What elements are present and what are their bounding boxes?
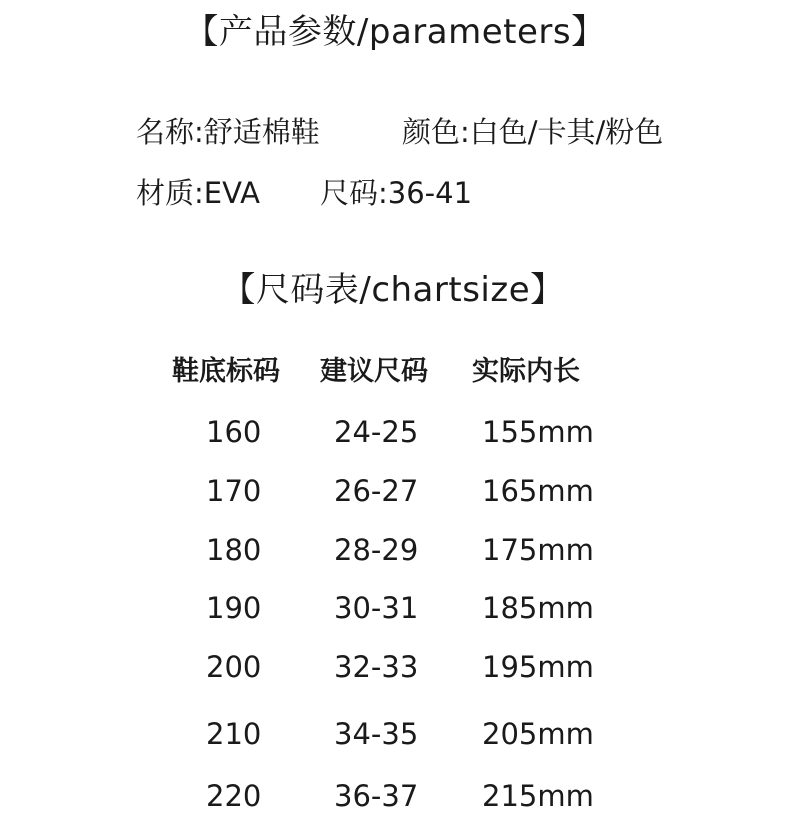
cell-sole-size: 180 xyxy=(206,533,262,567)
cell-sole-size: 160 xyxy=(206,415,262,449)
cell-sole-size: 220 xyxy=(206,779,262,813)
cell-suggested-size: 26-27 xyxy=(334,474,419,508)
cell-inner-length: 215mm xyxy=(482,779,594,813)
parameters-heading: 【产品参数/parameters】 xyxy=(184,12,606,52)
cell-inner-length: 185mm xyxy=(482,591,594,625)
cell-inner-length: 165mm xyxy=(482,474,594,508)
cell-suggested-size: 30-31 xyxy=(334,591,419,625)
cell-suggested-size: 24-25 xyxy=(334,415,419,449)
product-size-range: 尺码:36-41 xyxy=(320,176,473,210)
product-name: 名称:舒适棉鞋 xyxy=(136,115,320,149)
cell-sole-size: 170 xyxy=(206,474,262,508)
size-chart-heading: 【尺码表/chartsize】 xyxy=(221,270,565,310)
cell-inner-length: 175mm xyxy=(482,533,594,567)
cell-suggested-size: 28-29 xyxy=(334,533,419,567)
cell-inner-length: 195mm xyxy=(482,650,594,684)
cell-suggested-size: 36-37 xyxy=(334,779,419,813)
header-inner-length: 实际内长 xyxy=(472,356,580,387)
header-sole-size: 鞋底标码 xyxy=(172,356,280,387)
cell-suggested-size: 32-33 xyxy=(334,650,419,684)
cell-suggested-size: 34-35 xyxy=(334,717,419,751)
cell-sole-size: 210 xyxy=(206,717,262,751)
cell-sole-size: 200 xyxy=(206,650,262,684)
product-color: 颜色:白色/卡其/粉色 xyxy=(402,115,664,149)
cell-sole-size: 190 xyxy=(206,591,262,625)
cell-inner-length: 155mm xyxy=(482,415,594,449)
product-material: 材质:EVA xyxy=(136,176,260,210)
header-suggested-size: 建议尺码 xyxy=(320,356,428,387)
cell-inner-length: 205mm xyxy=(482,717,594,751)
